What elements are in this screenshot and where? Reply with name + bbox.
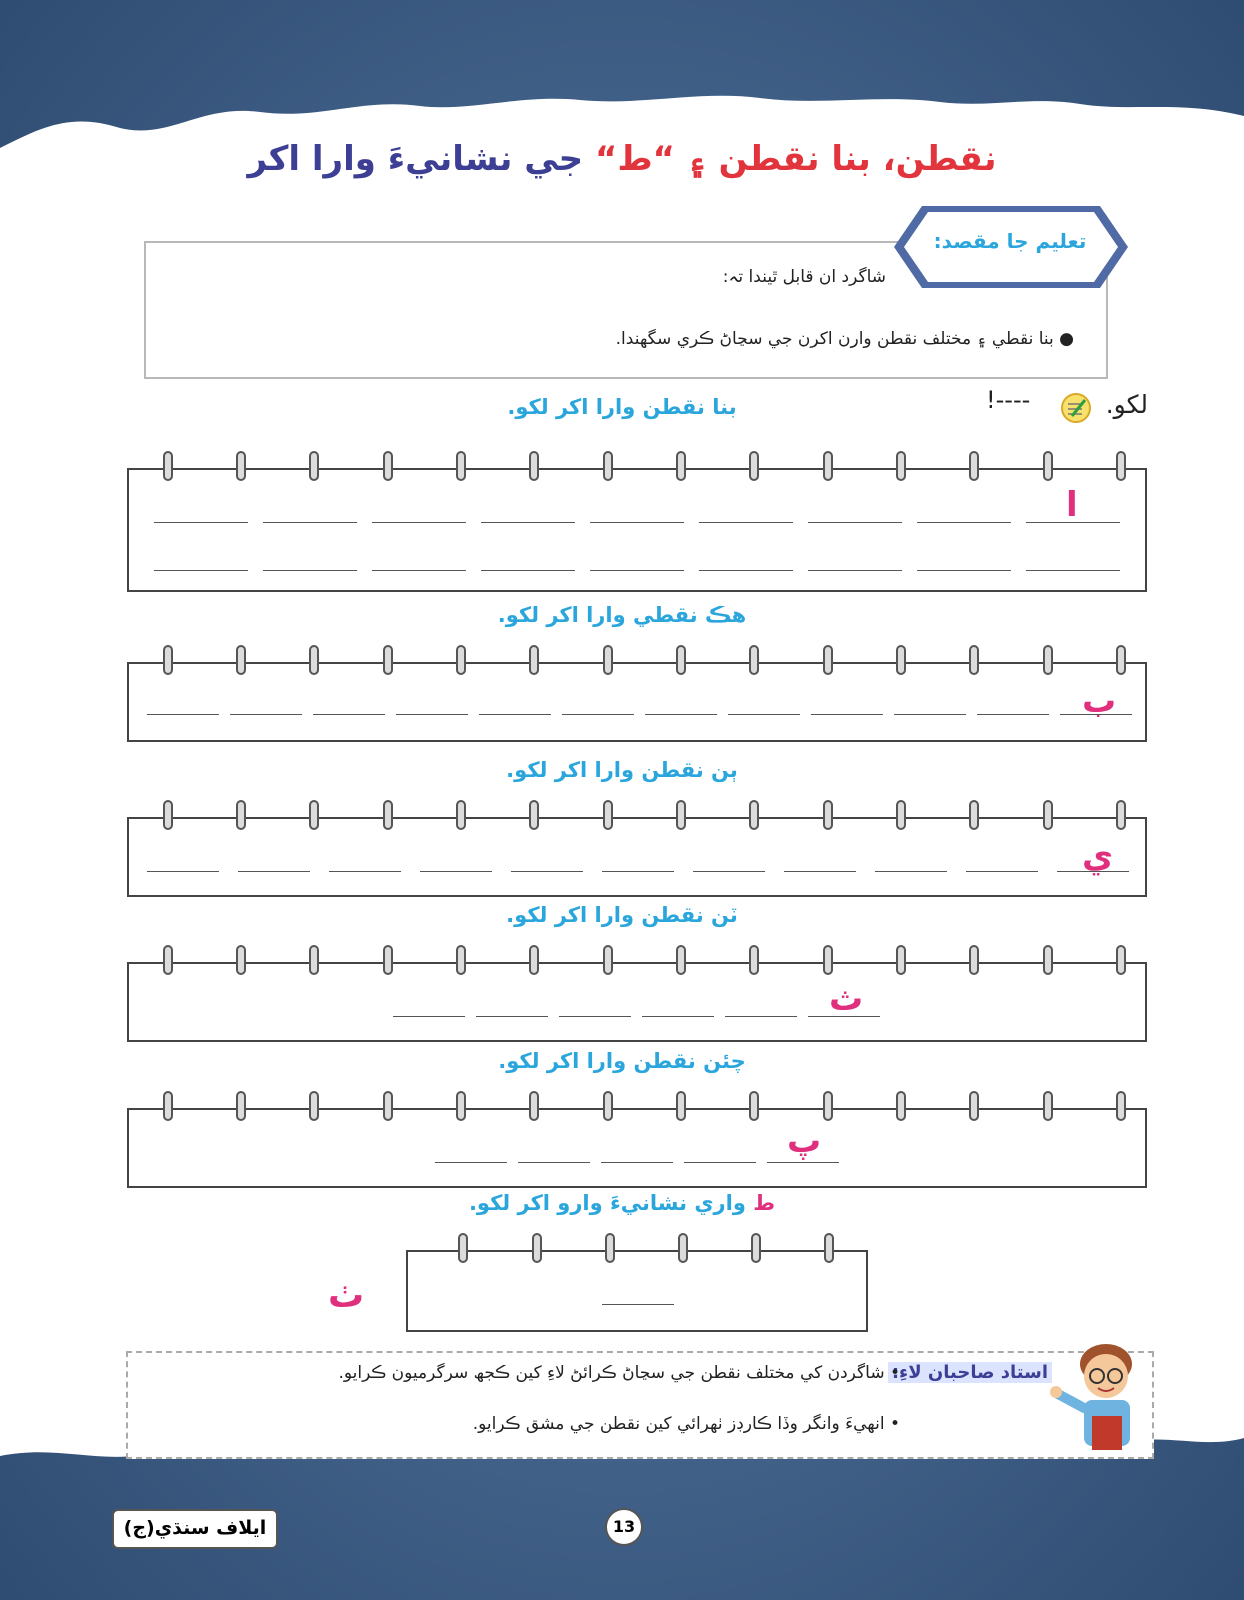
blank-line[interactable] <box>894 714 966 715</box>
write-label: لکو. <box>1105 390 1148 419</box>
section-3-box <box>127 817 1147 897</box>
blank-line[interactable] <box>811 714 883 715</box>
blank-line[interactable] <box>977 714 1049 715</box>
objective-tag <box>910 229 1110 253</box>
title-part1: نقطن، بنا نقطن ۽ <box>675 139 997 179</box>
blank-line[interactable] <box>481 522 575 523</box>
blank-line[interactable] <box>590 522 684 523</box>
page-number: 13 <box>605 1508 643 1546</box>
blank-line[interactable] <box>435 1162 507 1163</box>
blank-line[interactable] <box>511 871 583 872</box>
title-quote-letter: “ط“ <box>595 139 676 179</box>
blank-line[interactable] <box>808 522 902 523</box>
blank-line[interactable] <box>147 714 219 715</box>
blank-line[interactable] <box>230 714 302 715</box>
title-part2: جي نشانيءَ وارا اکر <box>247 139 595 179</box>
blank-line[interactable] <box>601 1162 673 1163</box>
blank-line[interactable] <box>725 1016 797 1017</box>
blank-line[interactable] <box>875 871 947 872</box>
blank-line[interactable] <box>396 714 468 715</box>
blank-line[interactable] <box>1026 522 1120 523</box>
blank-line[interactable] <box>1057 871 1129 872</box>
section-4-lead: ٽن نقطن وارا اکر لکو. <box>506 903 738 927</box>
blank-line[interactable] <box>238 871 310 872</box>
objective-tag-text: تعليم جا مقصد: <box>933 229 1087 253</box>
section-6-lead-text: واري نشانيءَ وارو اکر لکو. <box>468 1191 754 1215</box>
blank-line[interactable] <box>728 714 800 715</box>
blank-line[interactable] <box>263 570 357 571</box>
section-2-box <box>127 662 1147 742</box>
book-title-badge: ايلاف سنڌي(ج) <box>112 1509 278 1549</box>
blank-line[interactable] <box>313 714 385 715</box>
objective-intro: شاگرد ان قابل ٿيندا تہ: <box>722 267 886 287</box>
blank-line[interactable] <box>372 522 466 523</box>
blank-line[interactable] <box>642 1016 714 1017</box>
blank-line[interactable] <box>784 871 856 872</box>
teacher-label: استاد صاحبان لاءِ: <box>888 1362 1052 1383</box>
section-2-lead: هڪ نقطي وارا اکر لکو. <box>497 603 747 627</box>
section-6-lead-letter: ط <box>753 1191 776 1215</box>
blank-line[interactable] <box>329 871 401 872</box>
blank-line[interactable] <box>684 1162 756 1163</box>
blank-line[interactable] <box>147 871 219 872</box>
section-6-model-letter: ٺ <box>328 1275 365 1316</box>
blank-line[interactable] <box>693 871 765 872</box>
blank-line[interactable] <box>645 714 717 715</box>
blank-line[interactable] <box>481 570 575 571</box>
write-hint: !---- <box>986 386 1031 414</box>
teacher-note-2: • انهيءَ وانگر وڏا ڪارڊز ٺهرائي کين نقطن جي مشق ڪرايو. <box>472 1414 900 1434</box>
section-3-model-letter: ي <box>1082 836 1114 876</box>
blank-line[interactable] <box>154 570 248 571</box>
blank-line[interactable] <box>767 1162 839 1163</box>
section-1-model-letter: ا <box>1066 485 1078 525</box>
section-6-box <box>406 1250 868 1332</box>
blank-line[interactable] <box>559 1016 631 1017</box>
blank-line[interactable] <box>808 1016 880 1017</box>
blank-line[interactable] <box>1060 714 1132 715</box>
blank-line[interactable] <box>518 1162 590 1163</box>
section-5-model-letter: پ <box>787 1121 822 1161</box>
blank-line[interactable] <box>420 871 492 872</box>
blank-line[interactable] <box>393 1016 465 1017</box>
blank-line[interactable] <box>602 871 674 872</box>
blank-line[interactable] <box>917 522 1011 523</box>
section-6-lead <box>0 1191 1244 1215</box>
section-5-lead: چئن نقطن وارا اکر لکو. <box>498 1049 746 1073</box>
blank-line[interactable] <box>966 871 1038 872</box>
page-title <box>0 138 1244 179</box>
blank-line[interactable] <box>476 1016 548 1017</box>
teacher-avatar <box>1044 1336 1156 1462</box>
section-1-lead: بنا نقطن وارا اکر لکو. <box>507 395 737 419</box>
section-4-model-letter: ث <box>829 979 864 1019</box>
teacher-note-1: • شاگردن کي مختلف نقطن جي سڃاڻ ڪرائڻ لاءِ کين ڪجھ سرگرميون ڪرايو. <box>338 1363 900 1383</box>
blank-line[interactable] <box>590 570 684 571</box>
section-2-model-letter: ب <box>1082 681 1117 721</box>
blank-line[interactable] <box>699 570 793 571</box>
blank-line[interactable] <box>699 522 793 523</box>
blank-line[interactable] <box>372 570 466 571</box>
blank-line[interactable] <box>602 1304 674 1305</box>
blank-line[interactable] <box>562 714 634 715</box>
section-1-box <box>127 468 1147 592</box>
section-3-lead: ٻن نقطن وارا اکر لکو. <box>506 758 738 782</box>
blank-line[interactable] <box>808 570 902 571</box>
section-4-box <box>127 962 1147 1042</box>
blank-line[interactable] <box>154 522 248 523</box>
blank-line[interactable] <box>917 570 1011 571</box>
objective-point: ● بنا نقطي ۽ مختلف نقطن وارن اکرن جي سڃاڻ ڪري سگهندا. <box>615 329 1074 349</box>
section-5-box <box>127 1108 1147 1188</box>
blank-line[interactable] <box>263 522 357 523</box>
blank-line[interactable] <box>1026 570 1120 571</box>
blank-line[interactable] <box>479 714 551 715</box>
